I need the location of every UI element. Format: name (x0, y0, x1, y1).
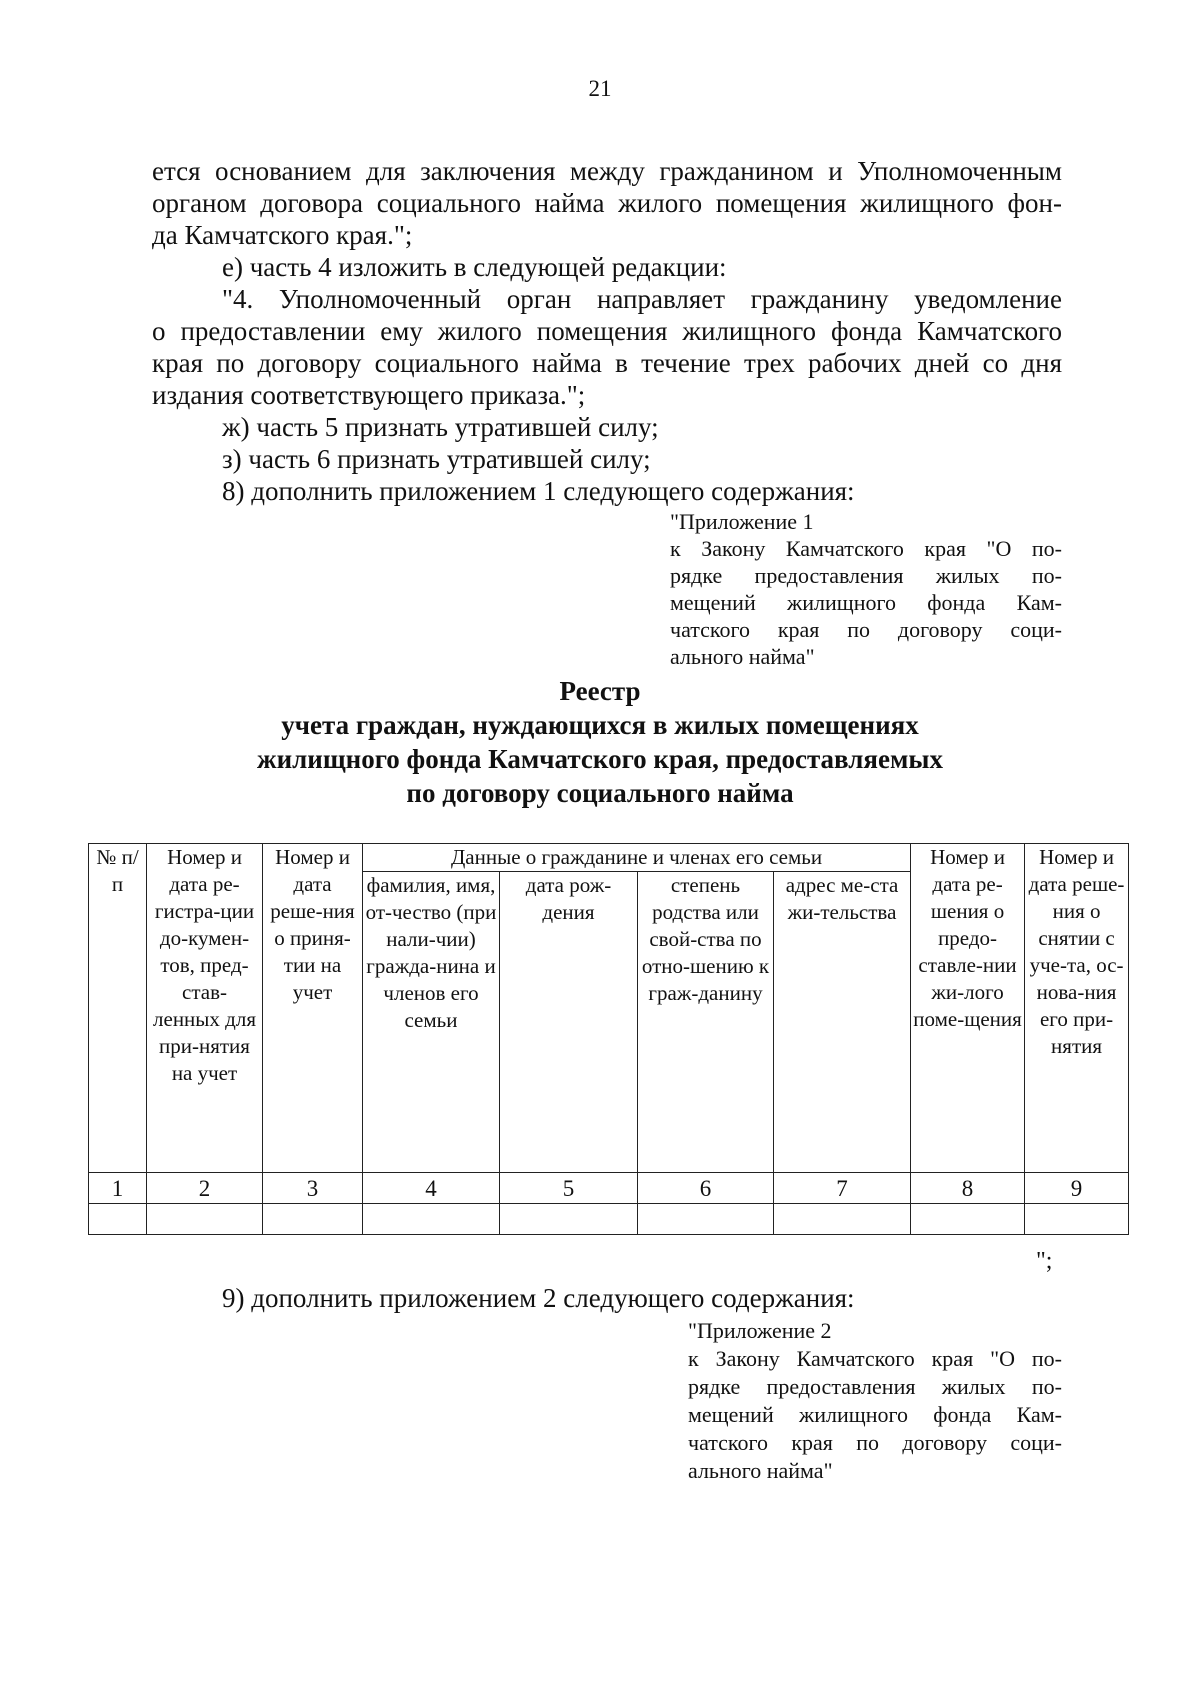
header-cell: дата рож-дения (500, 872, 638, 1173)
header-cell: адрес ме-ста жи-тельства (774, 872, 911, 1173)
header-cell: Номер и дата ре-гистра-ции до-кумен-тов, пред-став-ленных для при-нятия на учет (147, 844, 263, 1173)
body-line: 8) дополнить приложением 1 следующего содержания: (222, 476, 855, 506)
empty-cell (147, 1204, 263, 1235)
header-cell: № п/п (89, 844, 147, 1173)
appendix-line: ального найма" (670, 644, 815, 669)
column-number: 1 (89, 1173, 147, 1204)
appendix-line: чатского края по договору соци- (688, 1430, 1062, 1455)
appendix-line: к Закону Камчатского края "О по- (670, 536, 1062, 561)
header-cell: фамилия, имя, от-чество (при нали-чии) гражда-нина и членов его семьи (363, 872, 500, 1173)
page-number: 21 (588, 76, 612, 101)
appendix-line: ального найма" (688, 1458, 833, 1483)
title-line: учета граждан, нуждающихся в жилых помещениях (281, 710, 919, 740)
header-cell: Номер и дата ре-шения о предо-ставле-нии жи-лого поме-щения (911, 844, 1025, 1173)
body-line: органом договора социального найма жилого помещения жилищного фон- (152, 188, 1062, 218)
appendix-line: мещений жилищного фонда Кам- (688, 1402, 1062, 1427)
empty-cell (911, 1204, 1025, 1235)
header-cell: Номер и дата реше-ния о приня-тии на учет (263, 844, 363, 1173)
column-number: 8 (911, 1173, 1025, 1204)
empty-cell (638, 1204, 774, 1235)
body-line: 9) дополнить приложением 2 следующего содержания: (222, 1283, 855, 1313)
empty-cell (500, 1204, 638, 1235)
empty-cell (774, 1204, 911, 1235)
header-cell: Номер и дата реше-ния о снятии с уче-та, ос-нова-ния его при-нятия (1025, 844, 1129, 1173)
header-group-cell: Данные о гражданине и членах его семьи (363, 844, 911, 872)
column-number: 2 (147, 1173, 263, 1204)
appendix-line: рядке предоставления жилых по- (688, 1374, 1062, 1399)
body-line: ж) часть 5 признать утратившей силу; (222, 412, 659, 442)
appendix-line: "Приложение 2 (688, 1318, 832, 1343)
body-line: края по договору социального найма в течение трех рабочих дней со дня (152, 348, 1062, 378)
body-line: з) часть 6 признать утратившей силу; (222, 444, 651, 474)
column-number: 4 (363, 1173, 500, 1204)
empty-cell (363, 1204, 500, 1235)
empty-cell (1025, 1204, 1129, 1235)
body-line: о предоставлении ему жилого помещения жилищного фонда Камчатского (152, 316, 1062, 346)
closing-quote-mark: "; (1036, 1248, 1053, 1274)
body-line: да Камчатского края."; (152, 220, 413, 250)
appendix-line: "Приложение 1 (670, 509, 814, 534)
appendix-line: к Закону Камчатского края "О по- (688, 1346, 1062, 1371)
header-cell: степень родства или свой-ства по отно-шению к граж-данину (638, 872, 774, 1173)
title-line: Реестр (559, 676, 641, 706)
column-number-row (89, 1173, 1129, 1204)
column-number: 5 (500, 1173, 638, 1204)
appendix-line: чатского края по договору соци- (670, 617, 1062, 642)
body-line: "4. Уполномоченный орган направляет гражданину уведомление (222, 284, 1062, 314)
register-table (88, 843, 1129, 1235)
body-line: е) часть 4 изложить в следующей редакции: (222, 252, 727, 282)
appendix-line: рядке предоставления жилых по- (670, 563, 1062, 588)
column-number: 9 (1025, 1173, 1129, 1204)
body-line: издания соответствующего приказа."; (152, 380, 586, 410)
body-line: ется основанием для заключения между гражданином и Уполномоченным (152, 156, 1062, 186)
column-number: 7 (774, 1173, 911, 1204)
title-line: жилищного фонда Камчатского края, предоставляемых (257, 744, 943, 774)
title-line: по договору социального найма (406, 778, 794, 808)
appendix-line: мещений жилищного фонда Кам- (670, 590, 1062, 615)
column-number: 6 (638, 1173, 774, 1204)
empty-cell (263, 1204, 363, 1235)
column-number: 3 (263, 1173, 363, 1204)
table-row (89, 1204, 1129, 1235)
empty-cell (89, 1204, 147, 1235)
table-header-row (89, 844, 1129, 872)
